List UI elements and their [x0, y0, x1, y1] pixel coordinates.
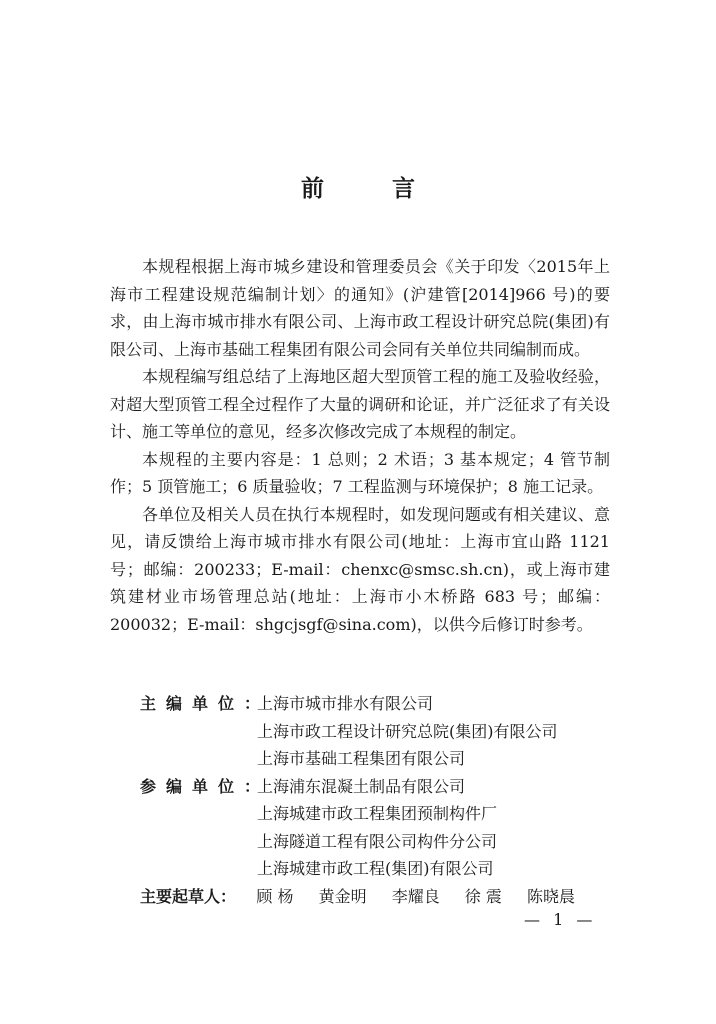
- paragraph-3: 本规程的主要内容是：1 总则；2 术语；3 基本规定；4 管节制作；5 顶管施工；6 质量验收；7 工程监测与环境保护；8 施工记录。: [110, 449, 610, 496]
- co-editor-label: 参编单位：: [140, 776, 271, 796]
- drafter-name: 陈晓晨: [526, 886, 575, 906]
- co-editor-unit: 上海城建市政工程集团预制构件厂: [257, 804, 498, 823]
- drafters-label: 主要起草人：: [140, 886, 237, 906]
- co-editor-row: [140, 773, 615, 801]
- credits-section: [140, 690, 615, 910]
- drafter-name: 李耀良: [391, 886, 440, 906]
- chief-editor-row: [140, 718, 615, 746]
- chief-editor-unit: 上海市政工程设计研究总院(集团)有限公司: [257, 721, 558, 741]
- paragraph-1: 本规程根据上海市城乡建设和管理委员会《关于印发〈2015年上海市工程建设规范编制计划〉的通知》(沪建管[2014]966 号)的要求，由上海市城市排水有限公司、上海市政工程设计研究总院(集团)有限公司、上海市基础工程集团有限公司会同有关单位共同编制而成。: [110, 257, 610, 359]
- paragraph-4: 各单位及相关人员在执行本规程时，如发现问题或有相关建议、意见，请反馈给上海市城市排水有限公司(地址：上海市宜山路 1121 号；邮编：200233；E-mail：chenxc@smsc.sh.cn)，或上海市建筑建材业市场管理总站(地址：上海市小木桥路 683 号；邮编：200032；E-mail：shgcjsgf@sina.com)，以供今后修订时参考。: [110, 504, 610, 634]
- page-number: — 1 —: [524, 910, 597, 929]
- chief-editor-unit: 上海市城市排水有限公司: [257, 694, 434, 713]
- chief-editor-unit: 上海市基础工程集团有限公司: [257, 749, 466, 768]
- page-title: 前 言: [300, 176, 445, 202]
- co-editor-unit: 上海浦东混凝土制品有限公司: [257, 776, 466, 796]
- chief-editor-row: [140, 690, 615, 718]
- chief-editor-label: 主编单位：: [140, 694, 271, 713]
- paragraph-2: 本规程编写组总结了上海地区超大型顶管工程的施工及验收经验，对超大型顶管工程全过程作了大量的调研和论证，并广泛征求了有关设计、施工等单位的意见，经多次修改完成了本规程的制定。: [110, 367, 610, 441]
- preface-body: [110, 253, 610, 638]
- co-editor-row: [140, 855, 615, 883]
- drafter-name: 顾 杨: [256, 886, 294, 906]
- co-editor-unit: 上海城建市政工程(集团)有限公司: [257, 859, 494, 878]
- co-editor-row: [140, 828, 615, 856]
- drafters-row: [140, 883, 615, 911]
- chief-editor-row: [140, 745, 615, 773]
- drafter-name: 徐 震: [464, 886, 502, 906]
- co-editor-row: [140, 800, 615, 828]
- co-editor-unit: 上海隧道工程有限公司构件分公司: [257, 831, 498, 851]
- drafter-name: 黄金明: [318, 886, 367, 906]
